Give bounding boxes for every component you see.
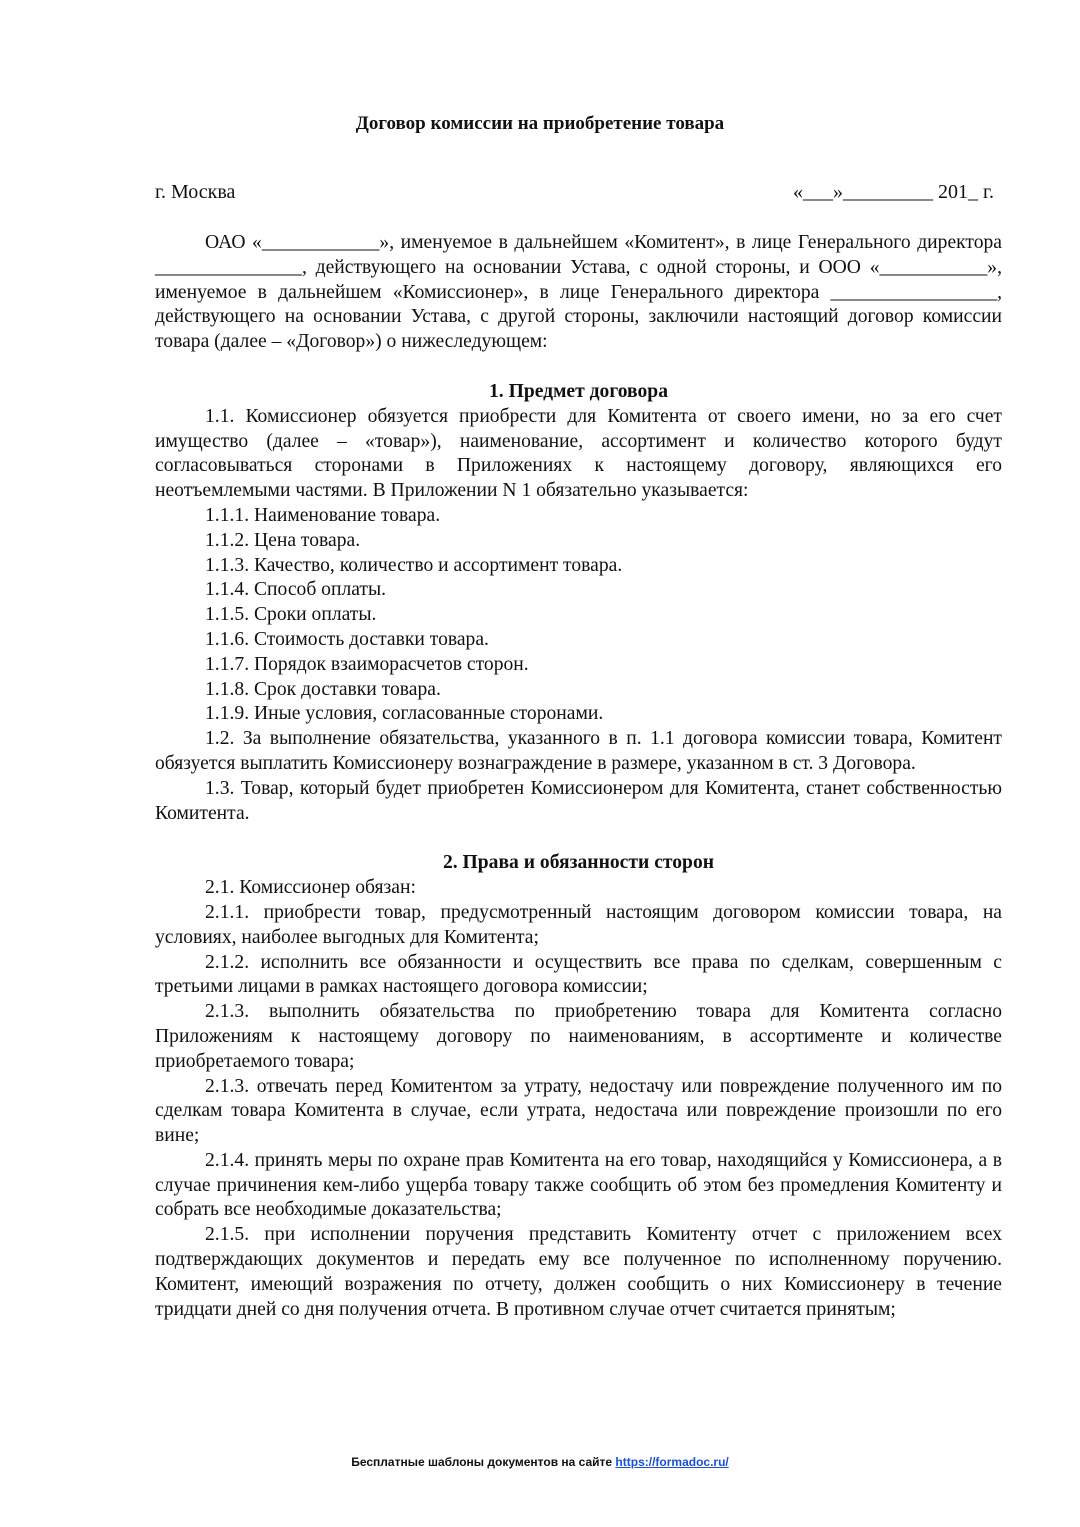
list-item: 1.1.3. Качество, количество и ассортимент товара. — [205, 554, 623, 576]
clause-2-1-3-liability: 2.1.3. отвечать перед Комитентом за утрату, недостачу или повреждение полученного им по сделкам товара Комитента в случае, если утрата, недостача или повреждение произошли по его вине; — [155, 1075, 1002, 1147]
clause-2-1-2: 2.1.2. исполнить все обязанности и осуществить все права по сделкам, совершенным с третьими лицами в рамках настоящего договора комиссии; — [155, 951, 1002, 998]
clause-2-1-3: 2.1.3. выполнить обязательства по приобретению товара для Комитента согласно Приложениям к настоящему договору по наименованиям, в ассортименте и количестве приобретаемого товара; — [155, 1001, 1002, 1072]
list-item: 1.1.2. Цена товара. — [205, 529, 361, 551]
clause-1-3: 1.3. Товар, который будет приобретен Комиссионером для Комитента, станет собственностью Комитента. — [155, 777, 1002, 824]
footer — [0, 1454, 1080, 1470]
list-item: 1.1.8. Срок доставки товара. — [205, 678, 441, 700]
clause-2-1-4: 2.1.4. принять меры по охране прав Комитента на его товар, находящийся у Комиссионера, а в случае причинения кем-либо ущерба товару также сообщить об этом без промедления Комитенту и собрать все необходимые доказательства; — [155, 1149, 1002, 1221]
list-item: 1.1.5. Сроки оплаты. — [205, 604, 377, 626]
document-title: Договор комиссии на приобретение товара — [355, 113, 725, 134]
list-item: 1.1.9. Иные условия, согласованные сторонами. — [205, 703, 604, 725]
footer-link[interactable]: https://formadoc.ru/ — [615, 1455, 729, 1469]
list-item: 1.1.7. Порядок взаиморасчетов сторон. — [205, 653, 529, 675]
list-item: 1.1.4. Способ оплаты. — [205, 579, 387, 601]
list-item: 1.1.1. Наименование товара. — [205, 504, 441, 526]
section-1-heading: 1. Предмет договора — [488, 380, 668, 402]
clause-2-1: 2.1. Комиссионер обязан: — [205, 877, 416, 899]
list-item: 1.1.6. Стоимость доставки товара. — [205, 628, 489, 650]
document-body — [155, 231, 1002, 1322]
footer-text: Бесплатные шаблоны документов на сайте — [351, 1455, 613, 1469]
city: г. Москва — [155, 181, 236, 203]
clause-1-1: 1.1. Комиссионер обязуется приобрести для Комитента от своего имени, но за его счет имущество (далее – «товар»), наименование, ассортимент и количество которого будут согласовываться сторонами в Приложениях к настоящему договору, являющихся его неотъемлемыми частями. В Приложении N 1 обязательно указывается: — [155, 405, 1002, 502]
preamble: ОАО «____________», именуемое в дальнейшем «Комитент», в лице Генерального директора _______________, действующего на основании Устава, с одной стороны, и ООО «___________», именуемое в дальнейшем «Комиссионер», в лице Генерального директора _________________, действующего на основании Устава, с другой стороны, заключили настоящий договор комиссии товара (далее – «Договор») о нижеследующем: — [155, 232, 1002, 353]
date-placeholder: «___»_________ 201_ г. — [793, 181, 994, 203]
clause-2-1-1: 2.1.1. приобрести товар, предусмотренный настоящим договором комиссии товара, на условиях, наиболее выгодных для Комитента; — [155, 901, 1002, 948]
section-2-heading: 2. Права и обязанности сторон — [442, 852, 715, 874]
clause-2-1-5: 2.1.5. при исполнении поручения представить Комитенту отчет с приложением всех подтверждающих документов и передать ему все полученное по исполненному поручению. Комитент, имеющий возражения по отчету, должен сообщить о них Комиссионеру в течение тридцати дней со дня получения отчета. В противном случае отчет считается принятым; — [155, 1224, 1002, 1320]
clause-1-2: 1.2. За выполнение обязательства, указанного в п. 1.1 договора комиссии товара, Комитент обязуется выплатить Комиссионеру вознаграждение в размере, указанном в ст. 3 Договора. — [155, 728, 1002, 774]
